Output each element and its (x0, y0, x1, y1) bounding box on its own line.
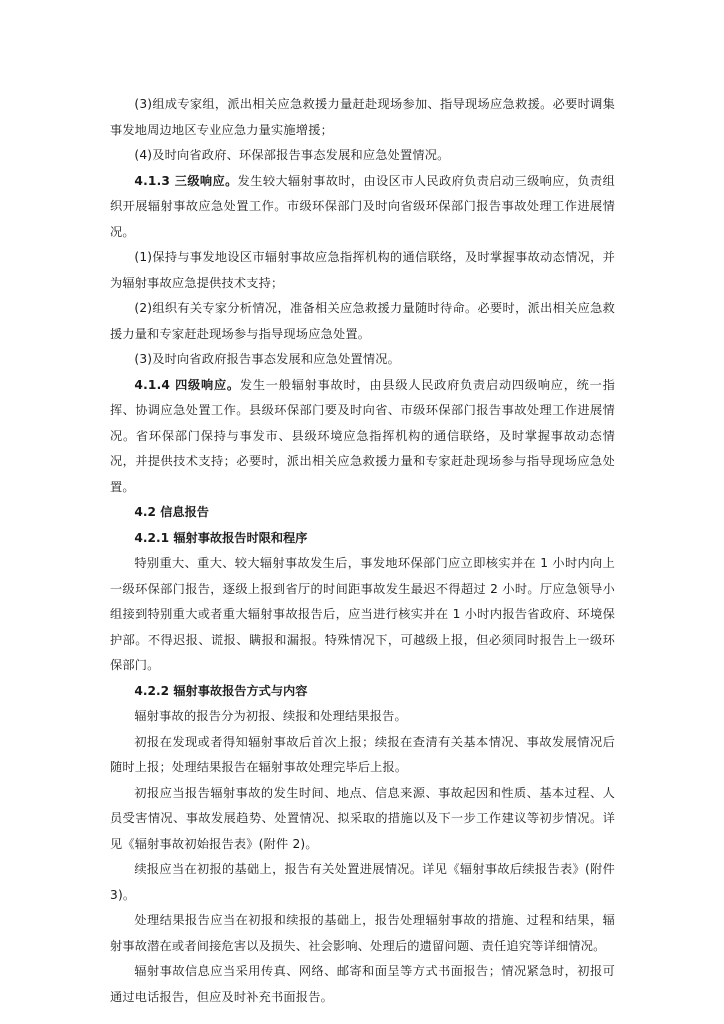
section-4-1-4 (110, 373, 615, 501)
paragraph-report-types: 辐射事故的报告分为初报、续报和处理结果报告。 (134, 709, 407, 723)
paragraph-tier3-3: (3)及时向省政府报告事态发展和应急处置情况。 (134, 352, 401, 366)
paragraph-4: (4)及时向省政府、环保部报告事态发展和应急处置情况。 (134, 148, 450, 162)
paragraph-report-methods: 辐射事故信息应当采用传真、网络、邮寄和面呈等方式书面报告；情况紧急时，初报可通过电话报告，但应及时补充书面报告。 (110, 964, 615, 1004)
section-4-1-4-heading: 4.1.4 四级响应。 (134, 377, 240, 392)
paragraph-tier3-1: (1)保持与事发地设区市辐射事故应急指挥机构的通信联络，及时掌握事故动态情况，并为辐射事故应急提供技术支持； (110, 250, 615, 290)
section-4-1-3 (110, 169, 615, 246)
paragraph-3: (3)组成专家组，派出相关应急救援力量赶赴现场参加、指导现场应急救援。必要时调集事发地周边地区专业应急力量实施增援； (110, 97, 615, 137)
document-page (110, 92, 615, 1010)
paragraph-followup-content: 续报应当在初报的基础上，报告有关处置进展情况。详见《辐射事故后续报告表》(附件 3)。 (110, 862, 615, 902)
paragraph-tier3-2: (2)组织有关专家分析情况，准备相关应急救援力量随时待命。必要时，派出相关应急救援力量和专家赶赴现场参与指导现场应急处置。 (110, 301, 615, 341)
paragraph-initial-followup: 初报在发现或者得知辐射事故后首次上报；续报在查清有关基本情况、事故发展情况后随时上报；处理结果报告在辐射事故处理完毕后上报。 (110, 734, 615, 774)
section-4-1-3-body: 发生较大辐射事故时，由设区市人民政府负责启动三级响应，负责组织开展辐射事故应急处置工作。市级环保部门及时向省级环保部门报告事故处理工作进展情况。 (110, 173, 615, 239)
paragraph-initial-content: 初报应当报告辐射事故的发生时间、地点、信息来源、事故起因和性质、基本过程、人员受害情况、事故发展趋势、处置情况、拟采取的措施以及下一步工作建议等初步情况。详见《辐射事故初始报告表》(附件 2)。 (110, 785, 615, 851)
heading-4-2: 4.2 信息报告 (134, 505, 209, 519)
heading-4-2-1: 4.2.1 辐射事故报告时限和程序 (134, 530, 308, 545)
heading-4-2-2: 4.2.2 辐射事故报告方式与内容 (134, 683, 308, 698)
paragraph-result-report: 处理结果报告应当在初报和续报的基础上，报告处理辐射事故的措施、过程和结果，辐射事故潜在或者间接危害以及损失、社会影响、处理后的遗留问题、责任追究等详细情况。 (110, 913, 615, 953)
section-4-1-3-heading: 4.1.3 三级响应。 (134, 173, 238, 188)
paragraph-report-timing: 特别重大、重大、较大辐射事故发生后，事发地环保部门应立即核实并在 1 小时内向上一级环保部门报告，逐级上报到省厅的时间距事故发生最迟不得超过 2 小时。厅应急领导小组接到特别重大或者重大辐射事故报告后，应当进行核实并在 1 小时内报告省政府、环境保护部。不得迟报、谎报、瞒报和漏报。特殊情况下，可越级上报，但必须同时报告上一级环保部门。 (110, 556, 615, 672)
section-4-1-4-body: 发生一般辐射事故时，由县级人民政府负责启动四级响应，统一指挥、协调应急处置工作。县级环保部门要及时向省、市级环保部门报告事故处理工作进展情况。省环保部门保持与事发市、县级环境应急指挥机构的通信联络，及时掌握事故动态情况，并提供技术支持；必要时，派出相关应急救援力量和专家赶赴现场参与指导现场应急处置。 (110, 377, 615, 494)
